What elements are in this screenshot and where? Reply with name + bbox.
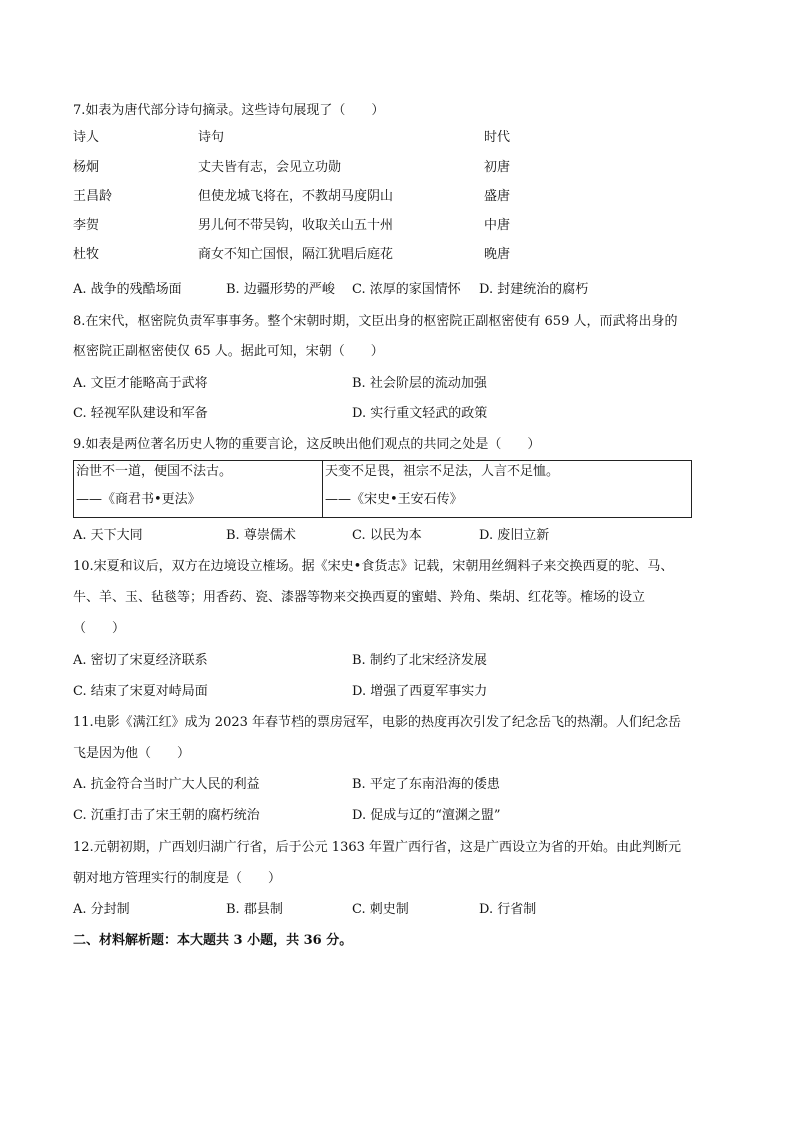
quote-source: ——《宋史•王安石传》	[325, 492, 463, 507]
header-poet: 诗人	[73, 130, 100, 145]
quote-cell-shang-yang	[74, 461, 323, 517]
q11-stem-line2: 飞是因为他（ ）	[73, 746, 191, 761]
poet-cell: 王昌龄	[73, 189, 113, 204]
q12-stem-line2: 朝对地方管理实行的制度是（ ）	[73, 871, 282, 886]
q12-option-c: C. 刺史制	[352, 902, 409, 917]
q8-stem-line1: 8.在宋代，枢密院负责军事事务。整个宋朝时期，文臣出身的枢密院正副枢密使有 659 人，而武将出身的	[73, 314, 678, 329]
era-cell: 晚唐	[484, 247, 511, 262]
q11-option-b: B. 平定了东南沿海的倭患	[352, 777, 500, 792]
q12-stem-line1: 12.元朝初期，广西划归湖广行省，后于公元 1363 年置广西行省，这是广西设立为省的开始。由此判断元	[73, 840, 682, 855]
quote-text: 治世不一道，便国不法古。	[76, 464, 233, 479]
q12-option-d: D. 行省制	[479, 902, 537, 917]
q12-option-a: A. 分封制	[73, 902, 130, 917]
q8-stem-line2: 枢密院正副枢密使仅 65 人。据此可知，宋朝（ ）	[73, 344, 384, 359]
q9-stem: 9.如表是两位著名历史人物的重要言论，这反映出他们观点的共同之处是（ ）	[73, 437, 541, 452]
q7-table-row	[73, 246, 723, 264]
poet-cell: 杨炯	[73, 160, 100, 175]
q10-stem-line2: 牛、羊、玉、毡毯等；用香药、瓷、漆器等物来交换西夏的蜜蜡、羚角、柴胡、红花等。榷场的设立	[73, 590, 646, 605]
q8-option-b: B. 社会阶层的流动加强	[352, 376, 487, 391]
q7-table-header	[73, 129, 723, 147]
q7-option-a: A. 战争的残酷场面	[73, 282, 182, 297]
section-two-heading: 二、材料解析题：本大题共 3 小题，共 36 分。	[73, 933, 353, 948]
era-cell: 初唐	[484, 160, 511, 175]
quote-cell-wang-anshi	[323, 461, 691, 517]
q11-option-a: A. 抗金符合当时广大人民的利益	[73, 777, 260, 792]
q8-option-c: C. 轻视军队建设和军备	[73, 406, 208, 421]
q7-option-b: B. 边疆形势的严峻	[226, 282, 335, 297]
poet-cell: 李贺	[73, 218, 100, 233]
q9-option-c: C. 以民为本	[352, 528, 422, 543]
q9-option-b: B. 尊崇儒术	[226, 528, 296, 543]
q7-table-row	[73, 159, 723, 177]
era-cell: 盛唐	[484, 189, 511, 204]
q10-option-a: A. 密切了宋夏经济联系	[73, 653, 208, 668]
q7-table-row	[73, 217, 723, 235]
q10-option-b: B. 制约了北宋经济发展	[352, 653, 487, 668]
header-verse: 诗句	[198, 130, 225, 145]
q11-option-d: D. 促成与辽的“澶渊之盟”	[352, 808, 501, 823]
q11-stem-line1: 11.电影《满江红》成为 2023 年春节档的票房冠军，电影的热度再次引发了纪念岳飞的热潮。人们纪念岳	[73, 715, 682, 730]
verse-cell: 但使龙城飞将在，不教胡马度阴山	[198, 189, 394, 204]
q7-stem: 7.如表为唐代部分诗句摘录。这些诗句展现了（ ）	[73, 103, 385, 118]
verse-cell: 男儿何不带吴钩，收取关山五十州	[198, 218, 394, 233]
poet-cell: 杜牧	[73, 247, 100, 262]
q12-option-b: B. 郡县制	[226, 902, 283, 917]
quote-source: ——《商君书•更法》	[76, 492, 201, 507]
header-era: 时代	[484, 130, 511, 145]
q10-stem-line3: （ ）	[73, 621, 126, 636]
q9-option-a: A. 天下大同	[73, 528, 143, 543]
q9-quote-table	[73, 460, 692, 518]
q7-table-row	[73, 188, 723, 206]
q11-option-c: C. 沉重打击了宋王朝的腐朽统治	[73, 808, 260, 823]
q10-stem-line1: 10.宋夏和议后，双方在边境设立榷场。据《宋史•食货志》记载，宋朝用丝绸料子来交换西夏的驼、马、	[73, 559, 674, 574]
q8-option-d: D. 实行重文轻武的政策	[352, 406, 488, 421]
q7-option-c: C. 浓厚的家国情怀	[352, 282, 461, 297]
era-cell: 中唐	[484, 218, 511, 233]
q8-option-a: A. 文臣才能略高于武将	[73, 376, 208, 391]
q10-option-d: D. 增强了西夏军事实力	[352, 684, 488, 699]
quote-text: 天变不足畏，祖宗不足法，人言不足恤。	[325, 464, 560, 479]
q7-option-d: D. 封建统治的腐朽	[479, 282, 589, 297]
q10-option-c: C. 结束了宋夏对峙局面	[73, 684, 208, 699]
q9-option-d: D. 废旧立新	[479, 528, 550, 543]
verse-cell: 丈夫皆有志，会见立功勋	[198, 160, 342, 175]
verse-cell: 商女不知亡国恨，隔江犹唱后庭花	[198, 247, 394, 262]
